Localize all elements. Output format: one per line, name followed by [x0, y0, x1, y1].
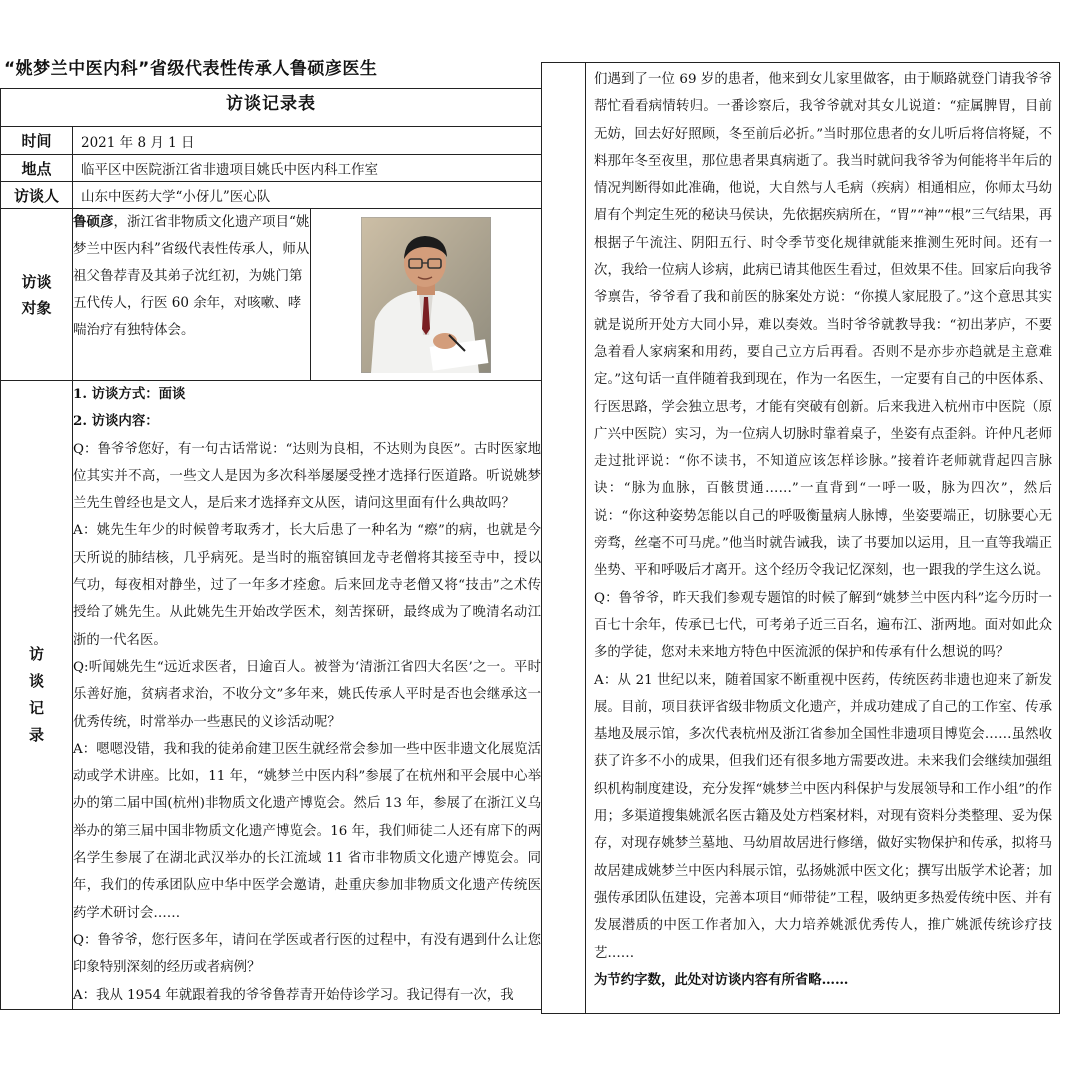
right-label-column [542, 63, 586, 1013]
qa-paragraph: Q：鲁爷爷您好，有一句古话常说：“达则为良相，不达则为良医”。古时医家地位其实并不高，一些文人是因为多次科举屡屡受挫才选择行医道路。听说姚梦兰先生曾经也是文人，是后来才选择弃文从医，请问这里面有什么典故吗？ [73, 441, 542, 512]
interviewer-value: 山东中医药大学“小伢儿”医心队 [73, 182, 542, 209]
record-label-char: 记 [28, 698, 44, 717]
record-content [73, 381, 542, 1010]
qa-paragraph: A：嗯嗯没错，我和我的徒弟俞建卫医生就经常会参加一些中医非遗文化展览活动或学术讲座。比如，11 年，“姚梦兰中医内科”参展了在杭州和平会展中心举办的第二届中国(杭州)非物质文化遗产博览会。然后 13 年，参展了在浙江义乌举办的第三届中国非物质文化遗产博览会。16 年，我们师徒二人还有席下的两名学生参展了在湖北武汉举办的长江流域 11 省市非物质文化遗产博览会。同年，我们的传承团队应中华中医学会邀请，赴重庆参加非物质文化遗产传统医药学术研讨会…… [73, 741, 542, 921]
qa-paragraph: 们遇到了一位 69 岁的患者，他来到女儿家里做客，由于顺路就登门请我爷爷帮忙看看病情转归。一番诊察后，我爷爷就对其女儿说道：“症属脾胃，目前无妨，回去好好照顾，冬至前后必折。”当时那位患者的女儿听后将信将疑，不料那年冬至夜里，那位患者果真病逝了。我当时就问我爷爷为何能将半年后的情况判断得如此准确，他说，大自然与人毛病（疾病）相通相应，你师太马幼眉有个判定生死的秘诀马侯诀，先依据疾病所在，“胃”“神”“根”三气结果，再根据子午流注、阴阳五行、时令季节变化规律就能来推测生死时间。还有一次，我给一位病人诊病，此病已请其他医生看过，但效果不佳。回家后向我爷爷禀告，爷爷看了我和前医的脉案处方说：“你摸人家屁股了。”这个意思其实就是说所开处方大同小异，难以奏效。当时爷爷就教导我：“初出茅庐，不要急着看人家病案和用药，要自己立方后再看。否则不是亦步亦趋就是主意难定。”这句话一直伴随着我到现在，作为一名医生，一定要有自己的中医体系、行医思路，学会独立思考，才能有突破有创新。后来我进入杭州市中医院（原广兴中医院）实习，为一位病人切脉时靠着桌子，坐姿有点歪斜。许仲凡老师走过批评说：“你不读书，不知道应该怎样诊脉。”接着许老师就背起四言脉诀：“脉为血脉，百骸贯通……”一直背到“一呼一吸，脉为四次”，然后说：“你这种姿势怎能以自己的呼吸衡量病人脉博，坐姿要端正，切脉要心无旁骛，丝毫不可马虎。”他当时就告诫我，读了书要加以运用，且一直等我端正坐势、平和呼吸后才离开。这个经历令我记忆深刻，也一跟我的学生这么说。 [594, 72, 1052, 579]
subject-label-line-1: 访谈 [21, 272, 52, 291]
qa-paragraph: Q：鲁爷爷，您行医多年，请问在学医或者行医的过程中，有没有遇到什么让您印象特别深刻的经历或者病例？ [73, 932, 542, 976]
omission-note: 为节约字数，此处对访谈内容有所省略…… [594, 971, 849, 988]
record-continuation [594, 66, 1052, 994]
subject-photo-cell [311, 209, 542, 381]
time-row [1, 127, 542, 155]
interview-record-table [0, 88, 542, 1010]
record-label-char: 访 [28, 644, 44, 663]
subject-description [73, 209, 311, 381]
record-label [1, 381, 73, 1010]
subject-row [1, 209, 542, 381]
interviewer-row [1, 182, 542, 209]
subject-label [1, 209, 73, 381]
qa-paragraph: A：我从 1954 年就跟着我的爷爷鲁荐青开始侍诊学习。我记得有一次，我 [73, 987, 514, 1003]
time-value: 2021 年 8 月 1 日 [73, 127, 542, 155]
record-label-char: 谈 [28, 671, 44, 690]
place-row [1, 155, 542, 182]
document-heading: “姚梦兰中医内科”省级代表性传承人鲁硕彦医生 [4, 59, 378, 79]
place-label: 地点 [1, 155, 73, 182]
record-row [1, 381, 542, 1010]
subject-name: 鲁硕彦 [73, 214, 114, 230]
form-title: 访谈记录表 [1, 89, 542, 127]
right-page [541, 62, 1060, 1014]
subject-label-line-2: 对象 [21, 298, 52, 317]
record-label-char: 录 [28, 725, 44, 744]
interview-method-heading: 1. 访谈方式：面谈 [73, 386, 186, 402]
place-value: 临平区中医院浙江省非遗项目姚氏中医内科工作室 [73, 155, 542, 182]
interviewer-label: 访谈人 [1, 182, 73, 209]
qa-paragraph: A：姚先生年少的时候曾考取秀才，长大后患了一种名为 “瘵”的病，也就是今天所说的肺结核，几乎病死。是当时的瓶窑镇回龙寺老僧将其接至寺中，授以气功，每夜相对静坐，过了一年多才痊愈。后来回龙寺老僧又将“技击”之术传授给了姚先生。从此姚先生开始改学医术，刻苦探研，最终成为了晚清名动江浙的一代名医。 [73, 523, 542, 648]
qa-paragraph: Q：鲁爷爷，昨天我们参观专题馆的时候了解到“姚梦兰中医内科”迄今历时一百七十余年，传承已七代，可考弟子近三百名，遍布江、浙两地。面对如此众多的学徒，您对未来地方特色中医流派的保护和传承有什么想说的吗？ [594, 590, 1052, 661]
interview-content-heading: 2. 访谈内容： [73, 413, 159, 430]
subject-bio: ，浙江省非物质文化遗产项目“姚梦兰中医内科”省级代表性传承人，师从祖父鲁荐青及其弟子沈红初，为姚门第五代传人，行医 60 余年，对咳嗽、哮喘治疗有独特体会。 [73, 214, 310, 338]
doctor-portrait-photo [361, 217, 491, 373]
time-label: 时间 [1, 127, 73, 155]
qa-paragraph: A：从 21 世纪以来，随着国家不断重视中医药，传统医药非遗也迎来了新发展。目前，项目获评省级非物质文化遗产，并成功建成了自己的工作室、传承基地及展示馆，多次代表杭州及浙江省参加全国性非遗项目博览会……虽然收获了许多不小的成果，但我们还有很多地方需要改进。未来我们会继续加强组织机构制度建设，充分发挥“姚梦兰中医内科保护与发展领导和工作小组”的作用；多渠道搜集姚派名医古籍及处方档案材料，对现有资料分类整理、妥为保存，对现存姚梦兰墓地、马幼眉故居进行修缮，做好实物保护和传承，拟将马故居建成姚梦兰中医内科展示馆，弘扬姚派中医文化；撰写出版学术论著；加强传承团队伍建设，完善本项目“师带徒”工程，吸纳更多热爱传统中医、并有发展潜质的中医工作者加入，大力培养姚派优秀传人，推广姚派传统诊疗技艺…… [594, 672, 1052, 961]
qa-paragraph: Q:听闻姚先生“远近求医者，日逾百人。被誉为‘清浙江省四大名医’之一。平时乐善好施，贫病者求治，不收分文”多年来，姚氏传承人平时是否也会继承这一优秀传统，时常举办一些惠民的义诊活动呢？ [73, 659, 542, 730]
